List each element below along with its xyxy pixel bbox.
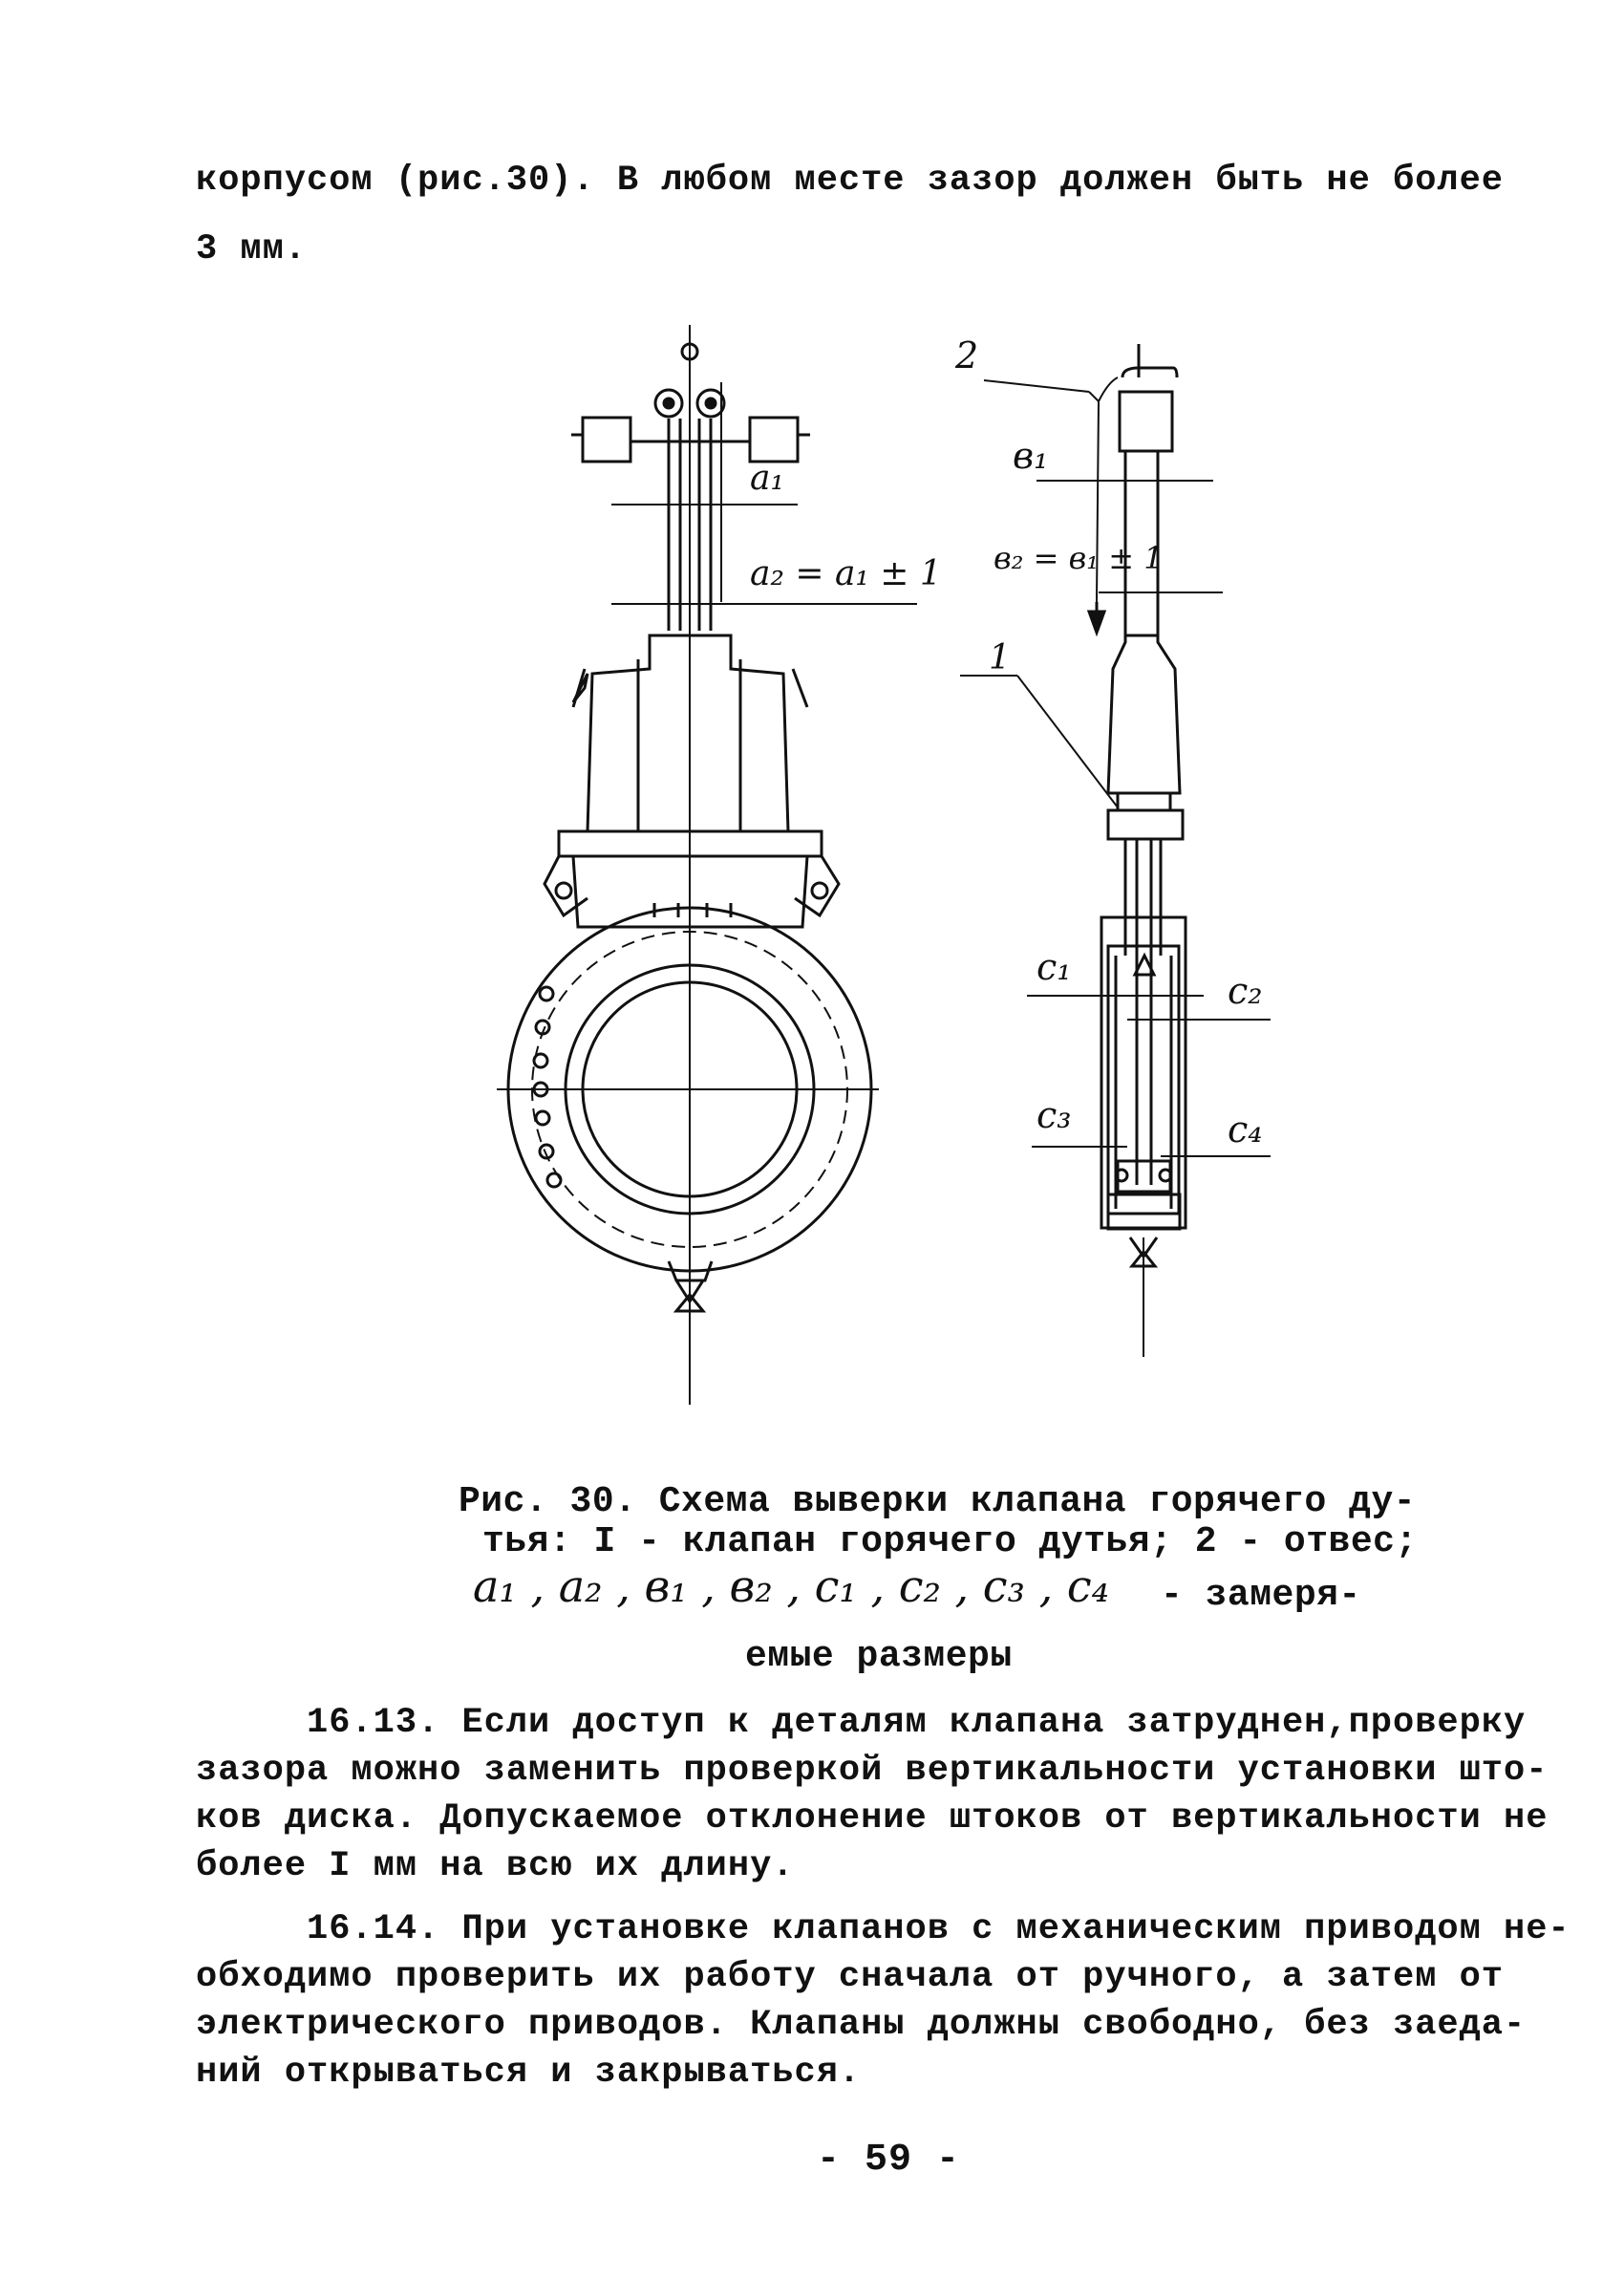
page-number: - 59 -	[817, 2139, 961, 2182]
caption-line-4: емые размеры	[745, 1636, 1013, 1677]
callout-a1: a₁	[750, 459, 784, 498]
paragraph-line: обходимо проверить их работу сначала от ручного, а затем от	[196, 1957, 1505, 1997]
intro-line-2: 3 мм.	[196, 229, 308, 269]
callout-b2: в₂ = в₁ ± 1	[994, 540, 1164, 576]
callout-c1: c₁	[1036, 946, 1072, 988]
paragraph-line: электрического приводов. Клапаны должны свободно, без заеда-	[196, 2005, 1527, 2045]
caption-line-3-tail: - замеря-	[1161, 1575, 1361, 1616]
paragraph-line: 16.14. При установке клапанов с механическим приводом не-	[196, 1909, 1571, 1949]
paragraph-line: ков диска. Допускаемое отклонение штоков от вертикальности не	[196, 1798, 1549, 1839]
paragraph-line: 16.13. Если доступ к деталям клапана затруднен,проверку	[196, 1703, 1527, 1743]
paragraph-line: более I мм на всю их длину.	[196, 1846, 795, 1886]
intro-line-1: корпусом (рис.30). В любом месте зазор должен быть не более	[196, 161, 1505, 201]
callout-c4: c₄	[1228, 1108, 1263, 1151]
callout-c2: c₂	[1228, 970, 1263, 1012]
paragraph-line: зазора можно заменить проверкой вертикальности установки што-	[196, 1751, 1549, 1791]
caption-symbols: a₁ , a₂ , в₁ , в₂ , c₁ , c₂ , c₃ , c₄	[473, 1560, 1110, 1612]
valve-front-view	[497, 325, 917, 1405]
valve-side-view	[960, 344, 1271, 1357]
paragraph-line: ний открываться и закрываться.	[196, 2053, 862, 2093]
callout-b1: в₁	[1013, 435, 1049, 477]
callout-c3: c₃	[1036, 1094, 1072, 1136]
caption-line-1: Рис. 30. Схема выверки клапана горячего ду-	[459, 1481, 1417, 1522]
callout-1: 1	[989, 638, 1011, 678]
callout-a2: a₂ = a₁ ± 1	[750, 554, 942, 593]
caption-line-2: тья: I - клапан горячего дутья; 2 - отвес;	[482, 1521, 1418, 1562]
callout-2: 2	[955, 334, 979, 376]
